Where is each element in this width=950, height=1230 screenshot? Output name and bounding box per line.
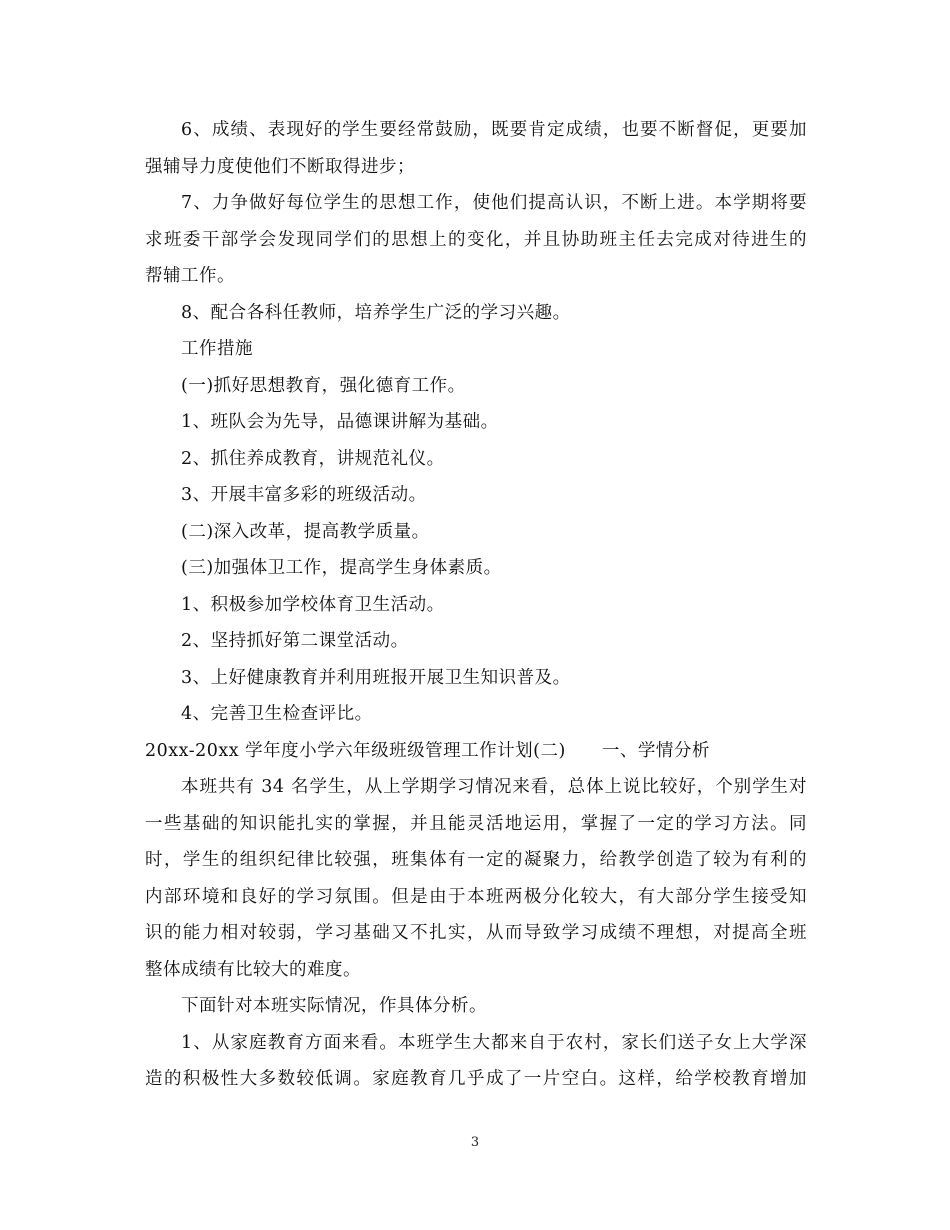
text-line: 时，学生的组织纪律比较强，班集体有一定的凝聚力，给教学创造了较为有利的 <box>145 850 807 870</box>
document-body <box>145 112 807 1098</box>
text-line: 20xx-20xx 学年度小学六年级班级管理工作计划(二) 一、学情分析 <box>145 740 710 761</box>
text-line: 内部环境和良好的学习氛围。但是由于本班两极分化较大，有大部分学生接受知 <box>145 886 807 907</box>
text-line: 1、积极参加学校体育卫生活动。 <box>181 594 445 615</box>
text-line: 4、完善卫生检查评比。 <box>181 704 373 724</box>
text-line: 识的能力相对较弱，学习基础又不扎实，从而导致学习成绩不理想，对提高全班 <box>145 923 807 943</box>
text-line: 工作措施 <box>181 339 253 359</box>
text-line: 强辅导力度使他们不断取得进步； <box>145 156 415 177</box>
text-line: 8、配合各科任教师，培养学生广泛的学习兴趣。 <box>181 302 571 323</box>
text-line: 帮辅工作。 <box>145 266 235 286</box>
text-line: 求班委干部学会发现同学们的思想上的变化，并且协助班主任去完成对待进生的 <box>145 229 807 250</box>
text-line: 3、上好健康教育并利用班报开展卫生知识普及。 <box>181 667 571 688</box>
text-line: 整体成绩有比较大的难度。 <box>145 959 361 980</box>
text-line: 造的积极性大多数较低调。家庭教育几乎成了一片空白。这样，给学校教育增加 <box>145 1069 807 1089</box>
text-line: 1、班队会为先导，品德课讲解为基础。 <box>181 412 499 432</box>
text-line: 6、成绩、表现好的学生要经常鼓励，既要肯定成绩，也要不断督促，更要加 <box>181 120 807 140</box>
text-line: 3、开展丰富多彩的班级活动。 <box>181 485 427 505</box>
text-line: 一些基础的知识能扎实的掌握，并且能灵活地运用，掌握了一定的学习方法。同 <box>145 813 807 834</box>
text-line: (一)抓好思想教育，强化德育工作。 <box>181 375 466 396</box>
text-line: 2、坚持抓好第二课堂活动。 <box>181 631 409 651</box>
text-line: 本班共有 34 名学生，从上学期学习情况来看，总体上说比较好，个别学生对 <box>181 777 807 797</box>
text-line: 2、抓住养成教育，讲规范礼仪。 <box>181 448 445 469</box>
page-number: 3 <box>470 1135 480 1150</box>
text-line: (三)加强体卫工作，提高学生身体素质。 <box>181 558 502 578</box>
text-line: 7、力争做好每位学生的思想工作，使他们提高认识，不断上进。本学期将要 <box>181 193 807 213</box>
text-line: 下面针对本班实际情况，作具体分析。 <box>181 996 487 1016</box>
text-line: 1、从家庭教育方面来看。本班学生大都来自于农村，家长们送子女上大学深 <box>181 1032 807 1053</box>
text-line: (二)深入改革，提高教学质量。 <box>181 521 430 542</box>
